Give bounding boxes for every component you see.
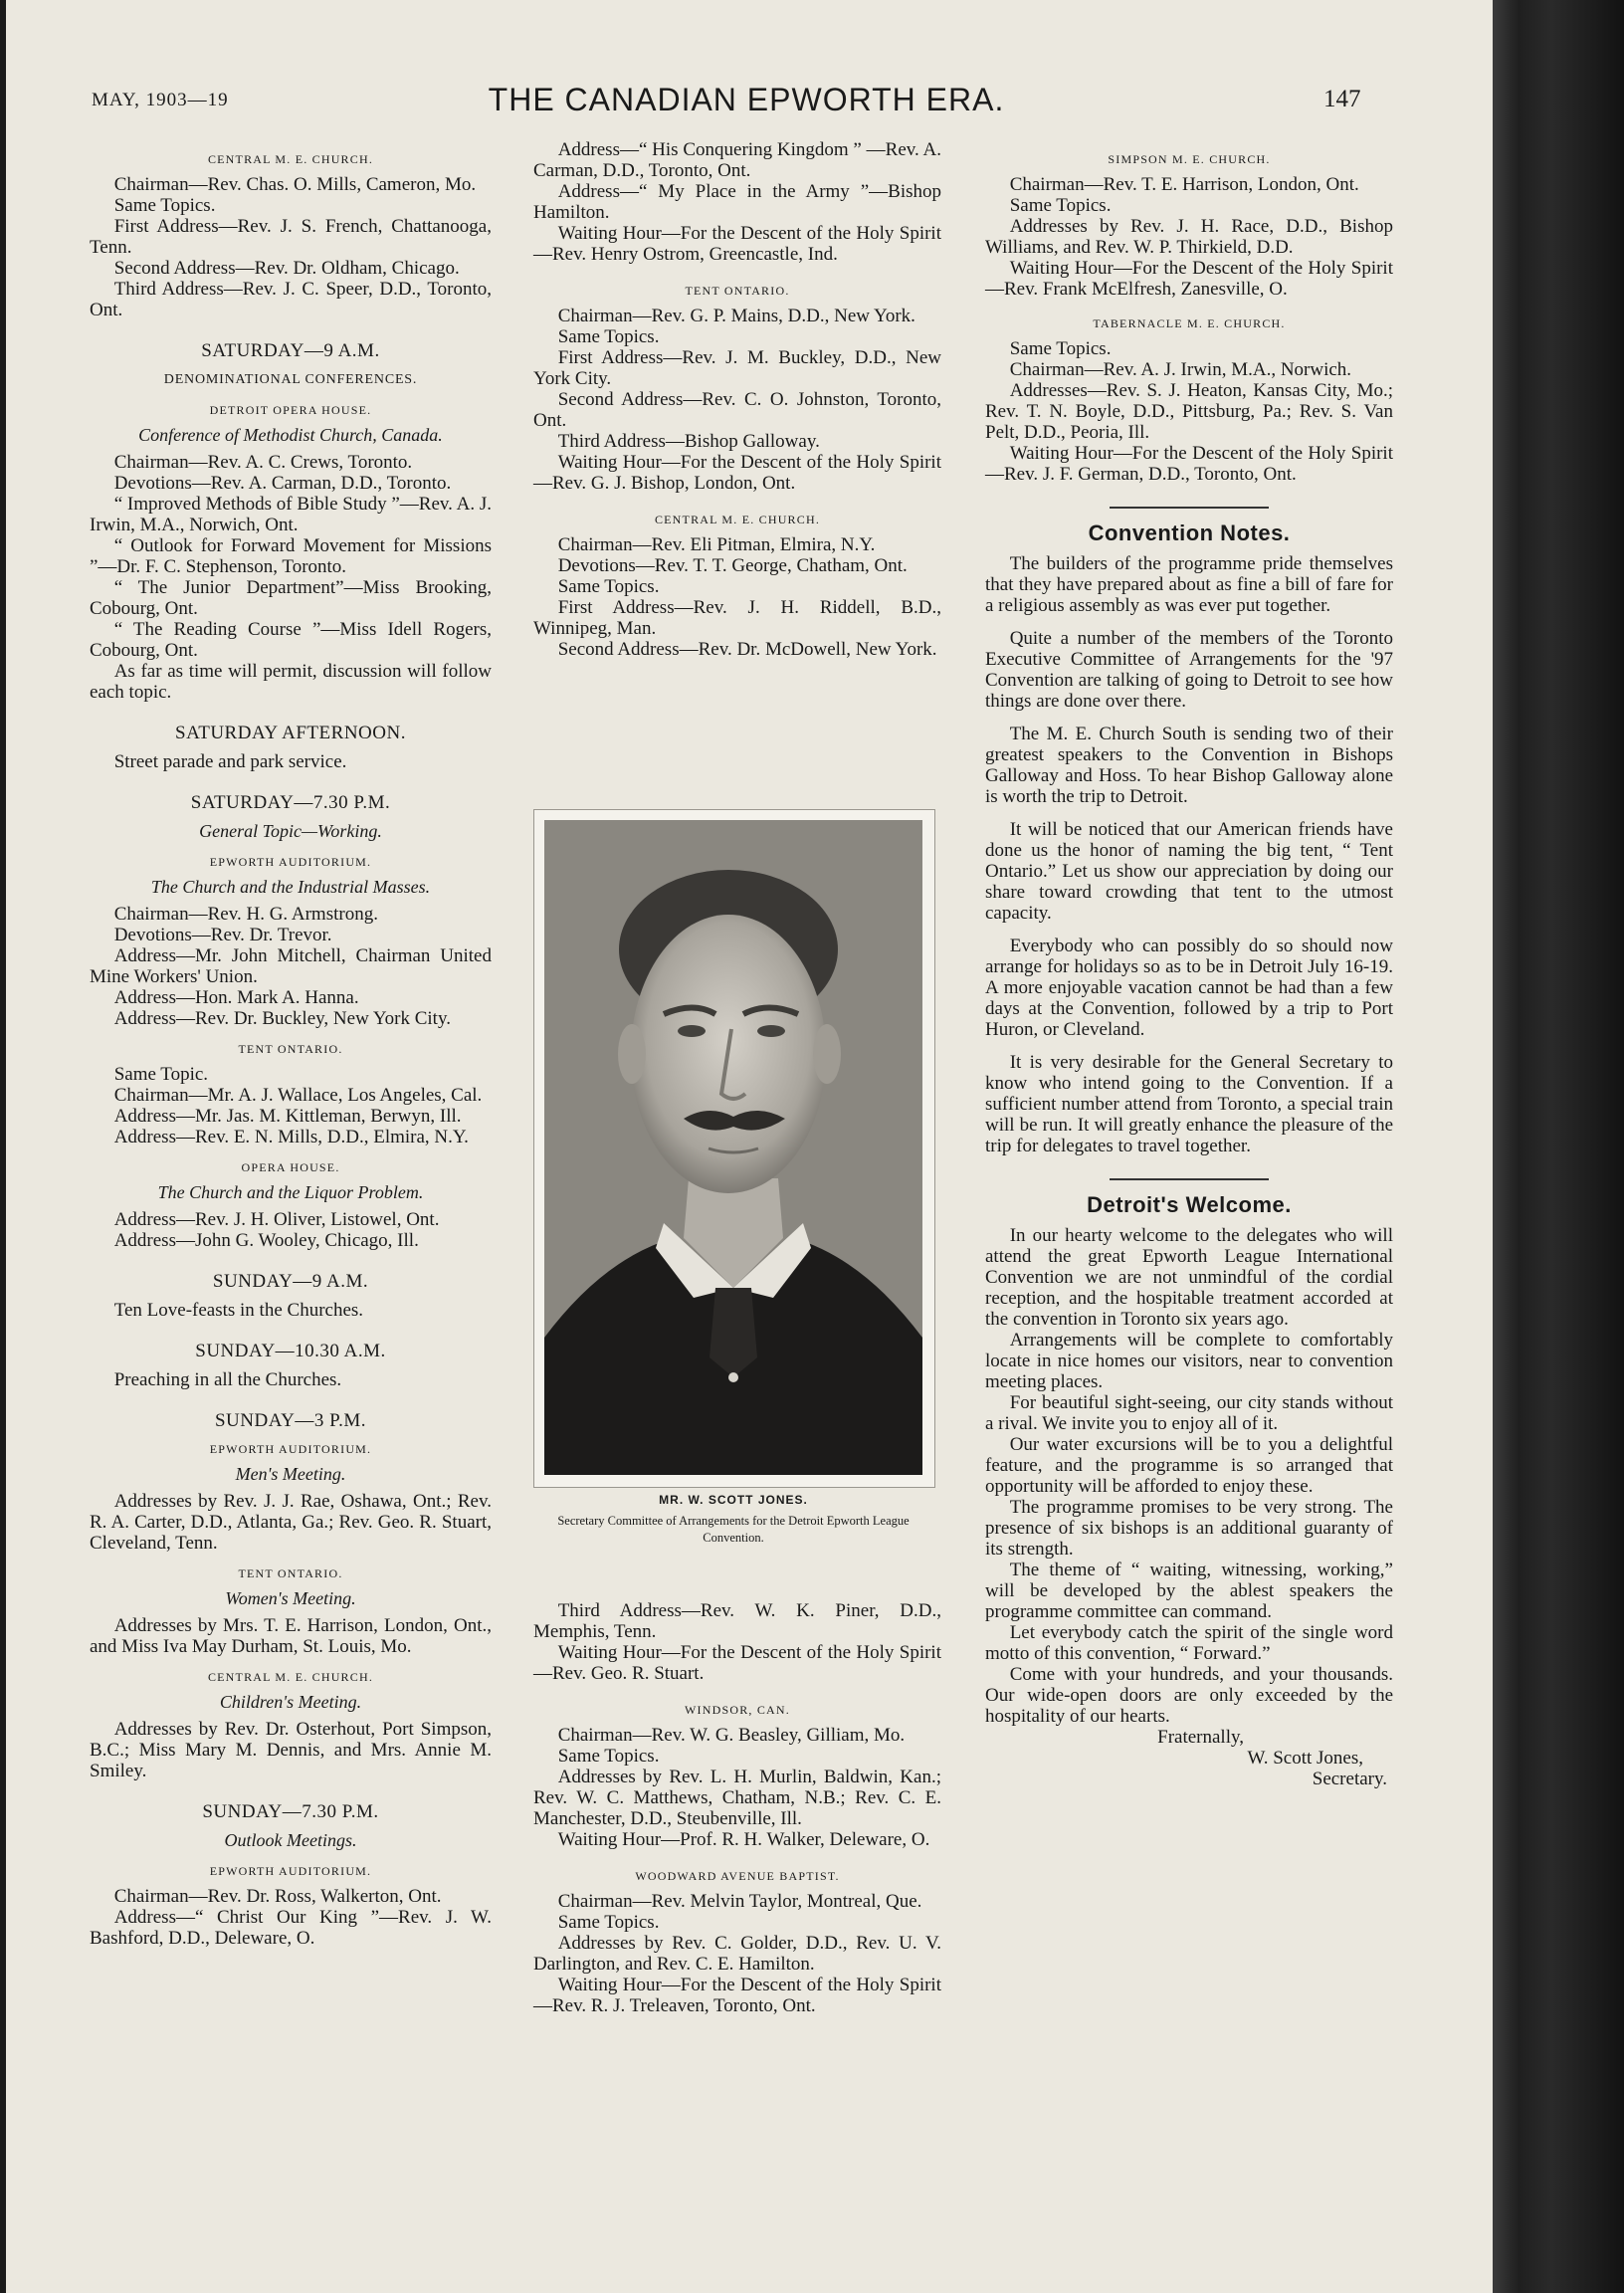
paragraph: In our hearty welcome to the delegates who will attend the great Epworth League International Convention we are not unmindful of the cordial reception, and the hospitable treatment accorded at the convention in Toronto six years ago. [985,1225,1393,1330]
paragraph: The programme promises to be very strong. The presence of six bishops is an additional guaranty of its strength. [985,1497,1393,1560]
paragraph: Address—Rev. J. H. Oliver, Listowel, Ont. [113,1209,440,1230]
portrait-illustration [544,820,922,1475]
venue-heading: WINDSOR, CAN. [685,1703,790,1717]
right-column [985,139,1393,1789]
paragraph: Chairman—Rev. Dr. Ross, Walkerton, Ont. [113,1886,442,1907]
paragraph: Waiting Hour—For the Descent of the Holy Spirit—Rev. Frank McElfresh, Zanesville, O. [985,258,1393,300]
venue-heading: TENT ONTARIO. [238,1566,343,1580]
paragraph: Second Address—Rev. C. O. Johnston, Toronto, Ont. [533,389,941,431]
meeting-title: Conference of Methodist Church, Canada. [138,425,443,445]
paragraph: Same Topics. [557,576,660,597]
paragraph: Waiting Hour—For the Descent of the Holy Spirit—Rev. Henry Ostrom, Greencastle, Ind. [533,223,941,265]
paragraph: Everybody who can possibly do so should now arrange for holidays so as to be in Detroit July 16-19. A more enjoyable vacation cannot be had than a few days at the Convention, followed by a trip to Port Huron, or Cleveland. [985,936,1393,1040]
meeting-title: Women's Meeting. [225,1588,356,1608]
paragraph: Waiting Hour—For the Descent of the Holy Spirit—Rev. Geo. R. Stuart. [533,1642,941,1684]
paragraph: Devotions—Rev. Dr. Trevor. [113,925,332,945]
paragraph: The M. E. Church South is sending two of their greatest speakers to the Convention in Bishops Galloway and Hoss. To hear Bishop Galloway alone is worth the trip to Detroit. [985,724,1393,807]
paragraph: Waiting Hour—For the Descent of the Holy Spirit—Rev. R. J. Treleaven, Toronto, Ont. [533,1975,941,2016]
paragraph: Devotions—Rev. T. T. George, Chatham, Ont. [557,555,908,576]
paragraph: Addresses by Rev. Dr. Osterhout, Port Simpson, B.C.; Miss Mary M. Dennis, and Mrs. Annie M. Smiley. [90,1719,492,1781]
paragraph: First Address—Rev. J. M. Buckley, D.D., New York City. [533,347,941,389]
book-binding [1493,0,1624,2293]
paragraph: Same Topics. [557,1912,660,1933]
meeting-title: The Church and the Industrial Masses. [150,877,431,897]
left-column [90,139,492,1949]
paragraph: Addresses by Rev. L. H. Murlin, Baldwin, Kan.; Rev. W. C. Matthews, Chatham, N.B.; Rev. C. E. Manchester, D.D., Steubenville, Ill. [533,1767,941,1829]
paragraph: Address—Hon. Mark A. Hanna. [113,987,359,1008]
paragraph: Addresses by Mrs. T. E. Harrison, London, Ont., and Miss Iva May Durham, St. Louis, Mo. [90,1615,492,1657]
paragraph: Address—John G. Wooley, Chicago, Ill. [113,1230,419,1251]
meeting-title: General Topic—Working. [199,821,382,841]
convention-notes-title: Convention Notes. [1088,521,1291,545]
venue-heading: WOODWARD AVENUE BAPTIST. [635,1869,840,1883]
paragraph: Second Address—Rev. Dr. McDowell, New York. [557,639,937,660]
paragraph: Chairman—Mr. A. J. Wallace, Los Angeles, Cal. [113,1085,483,1106]
venue-heading: CENTRAL M. E. CHURCH. [654,513,821,526]
paragraph: Ten Love-feasts in the Churches. [113,1300,364,1321]
paragraph: Chairman—Rev. A. C. Crews, Toronto. [113,452,413,473]
meeting-title: The Church and the Liquor Problem. [157,1182,424,1202]
paragraph: “ The Junior Department”—Miss Brooking, Cobourg, Ont. [90,577,492,619]
portrait-photo [544,820,922,1475]
venue-heading: TENT ONTARIO. [238,1042,343,1056]
signature-name: W. Scott Jones, [1247,1748,1363,1769]
paragraph: It is very desirable for the General Secretary to know who intend going to the Convention. If a sufficient number attend from Toronto, a special train will be run. It will greatly enhance the pleasure of the trip for delegates to travel together. [985,1052,1393,1156]
time-heading: SUNDAY—10.30 A.M. [195,1341,386,1361]
page-number: 147 [1323,86,1361,112]
paragraph: As far as time will permit, discussion will follow each topic. [90,661,492,703]
signature-title: Secretary. [1312,1769,1387,1789]
paragraph: Waiting Hour—For the Descent of the Holy Spirit—Rev. G. J. Bishop, London, Ont. [533,452,941,494]
paragraph: Chairman—Rev. G. P. Mains, D.D., New York. [557,306,915,326]
time-heading: SUNDAY—7.30 P.M. [202,1801,379,1822]
paragraph: Address—“ His Conquering Kingdom ” —Rev. A. Carman, D.D., Toronto, Ont. [533,139,941,181]
middle-column-top [533,139,941,660]
paragraph: Same Topics. [1009,338,1112,359]
paragraph: Addresses by Rev. C. Golder, D.D., Rev. U. V. Darlington, and Rev. C. E. Hamilton. [533,1933,941,1975]
paragraph: Chairman—Rev. Eli Pitman, Elmira, N.Y. [557,534,876,555]
paragraph: Our water excursions will be to you a delightful feature, and the programme is so arranged that opportunity will be afforded to enjoy these. [985,1434,1393,1497]
paragraph: Same Topics. [1009,195,1112,216]
paragraph: Preaching in all the Churches. [113,1369,342,1390]
venue-heading: EPWORTH AUDITORIUM. [209,1442,372,1456]
paragraph: Come with your hundreds, and your thousands. Our wide-open doors are only exceeded by the hospitality of our hearts. [985,1664,1393,1727]
paragraph: Address—“ My Place in the Army ”—Bishop Hamilton. [533,181,941,223]
paragraph: “ The Reading Course ”—Miss Idell Rogers, Cobourg, Ont. [90,619,492,661]
paragraph: Devotions—Rev. A. Carman, D.D., Toronto. [113,473,452,494]
paragraph: “ Improved Methods of Bible Study ”—Rev. A. J. Irwin, M.A., Norwich, Ont. [90,494,492,535]
paragraph: Second Address—Rev. Dr. Oldham, Chicago. [113,258,460,279]
paragraph: Chairman—Rev. W. G. Beasley, Gilliam, Mo. [557,1725,906,1746]
section-divider [1110,507,1269,509]
paragraph: Same Topics. [557,1746,660,1767]
time-heading: SUNDAY—9 A.M. [212,1271,369,1292]
venue-heading: SIMPSON M. E. CHURCH. [1108,152,1271,166]
paragraph: Arrangements will be complete to comfortably locate in nice homes our visitors, near to convention meeting places. [985,1330,1393,1392]
paragraph: It will be noticed that our American friends have done us the honor of naming the big tent, “ Tent Ontario.” Let us show our appreciation by doing our share toward crowding that tent to the utmost capacity. [985,819,1393,924]
venue-heading: DETROIT OPERA HOUSE. [209,403,372,417]
paragraph: Chairman—Rev. Melvin Taylor, Montreal, Que. [557,1891,922,1912]
paragraph: Same Topics. [113,195,216,216]
portrait-frame [533,809,935,1488]
paragraph: “ Outlook for Forward Movement for Missions ”—Dr. F. C. Stephenson, Toronto. [90,535,492,577]
paragraph: Let everybody catch the spirit of the single word motto of this convention, “ Forward.” [985,1622,1393,1664]
venue-heading: EPWORTH AUDITORIUM. [209,1864,372,1878]
paragraph: Address—“ Christ Our King ”—Rev. J. W. Bashford, D.D., Deleware, O. [90,1907,492,1949]
venue-heading: TABERNACLE M. E. CHURCH. [1093,316,1286,330]
paragraph: Waiting Hour—Prof. R. H. Walker, Deleware, O. [557,1829,930,1850]
paragraph: Chairman—Rev. T. E. Harrison, London, Ont. [1009,174,1359,195]
paragraph: Third Address—Rev. J. C. Speer, D.D., Toronto, Ont. [90,279,492,320]
paragraph: Address—Mr. Jas. M. Kittleman, Berwyn, Ill. [113,1106,462,1127]
paragraph: Third Address—Rev. W. K. Piner, D.D., Memphis, Tenn. [533,1600,941,1642]
paragraph: Address—Rev. Dr. Buckley, New York City. [113,1008,451,1029]
paragraph: The theme of “ waiting, witnessing, working,” will be developed by the ablest speakers the programme committee can command. [985,1560,1393,1622]
venue-heading: OPERA HOUSE. [241,1160,340,1174]
paragraph: First Address—Rev. J. H. Riddell, B.D., Winnipeg, Man. [533,597,941,639]
paragraph: Waiting Hour—For the Descent of the Holy Spirit—Rev. J. F. German, D.D., Toronto, Ont. [985,443,1393,485]
publication-title: THE CANADIAN EPWORTH ERA. [488,82,1005,117]
section-divider [1110,1178,1269,1180]
meeting-title: Men's Meeting. [235,1464,346,1484]
paragraph: Same Topics. [557,326,660,347]
time-heading: SATURDAY—7.30 P.M. [190,792,391,813]
paragraph: Addresses by Rev. J. H. Race, D.D., Bishop Williams, and Rev. W. P. Thirkield, D.D. [985,216,1393,258]
portrait-caption: Secretary Committee of Arrangements for the Detroit Epworth League Convention. [557,1514,910,1545]
time-heading: SATURDAY AFTERNOON. [175,723,406,743]
paragraph: Addresses by Rev. J. J. Rae, Oshawa, Ont.; Rev. R. A. Carter, D.D., Atlanta, Ga.; Rev. Geo. R. Stuart, Cleveland, Tenn. [90,1491,492,1554]
paragraph: Address—Mr. John Mitchell, Chairman United Mine Workers' Union. [90,945,492,987]
paragraph: Chairman—Rev. Chas. O. Mills, Cameron, Mo. [113,174,477,195]
venue-heading: EPWORTH AUDITORIUM. [209,855,372,869]
closing-fraternally: Fraternally, [1157,1727,1244,1748]
time-heading: SATURDAY—9 A.M. [201,340,380,361]
paragraph: Chairman—Rev. A. J. Irwin, M.A., Norwich. [1009,359,1352,380]
detroits-welcome-title: Detroit's Welcome. [1087,1192,1292,1217]
paragraph: First Address—Rev. J. S. French, Chattanooga, Tenn. [90,216,492,258]
portrait-caption-name: MR. W. SCOTT JONES. [659,1493,808,1507]
venue-heading: TENT ONTARIO. [685,284,790,298]
meeting-title: Outlook Meetings. [224,1830,357,1850]
venue-heading: CENTRAL M. E. CHURCH. [207,1670,374,1684]
meeting-title: Children's Meeting. [219,1692,362,1712]
section-heading: CENTRAL M. E. CHURCH. [207,152,374,166]
time-heading: SUNDAY—3 P.M. [214,1410,367,1431]
paragraph: The builders of the programme pride themselves that they have prepared about as fine a bill of fare for a religious assembly as was ever put together. [985,553,1393,616]
paragraph: Quite a number of the members of the Toronto Executive Committee of Arrangements for the '97 Convention are talking of going to Detroit to see how things are done over there. [985,628,1393,712]
paragraph: Chairman—Rev. H. G. Armstrong. [113,904,378,925]
paragraph: Third Address—Bishop Galloway. [557,431,820,452]
paragraph: For beautiful sight-seeing, our city stands without a rival. We invite you to enjoy all of it. [985,1392,1393,1434]
paragraph: Same Topic. [113,1064,209,1085]
subheading: DENOMINATIONAL CONFERENCES. [163,372,418,387]
paragraph: Addresses—Rev. S. J. Heaton, Kansas City, Mo.; Rev. T. N. Boyle, D.D., Pittsburg, Pa.; Rev. S. Van Pelt, D.D., Peoria, Ill. [985,380,1393,443]
issue-date: MAY, 1903—19 [92,90,229,110]
paragraph: Address—Rev. E. N. Mills, D.D., Elmira, N.Y. [113,1127,469,1147]
middle-column-bottom [533,1600,941,2016]
paragraph: Street parade and park service. [113,751,347,772]
